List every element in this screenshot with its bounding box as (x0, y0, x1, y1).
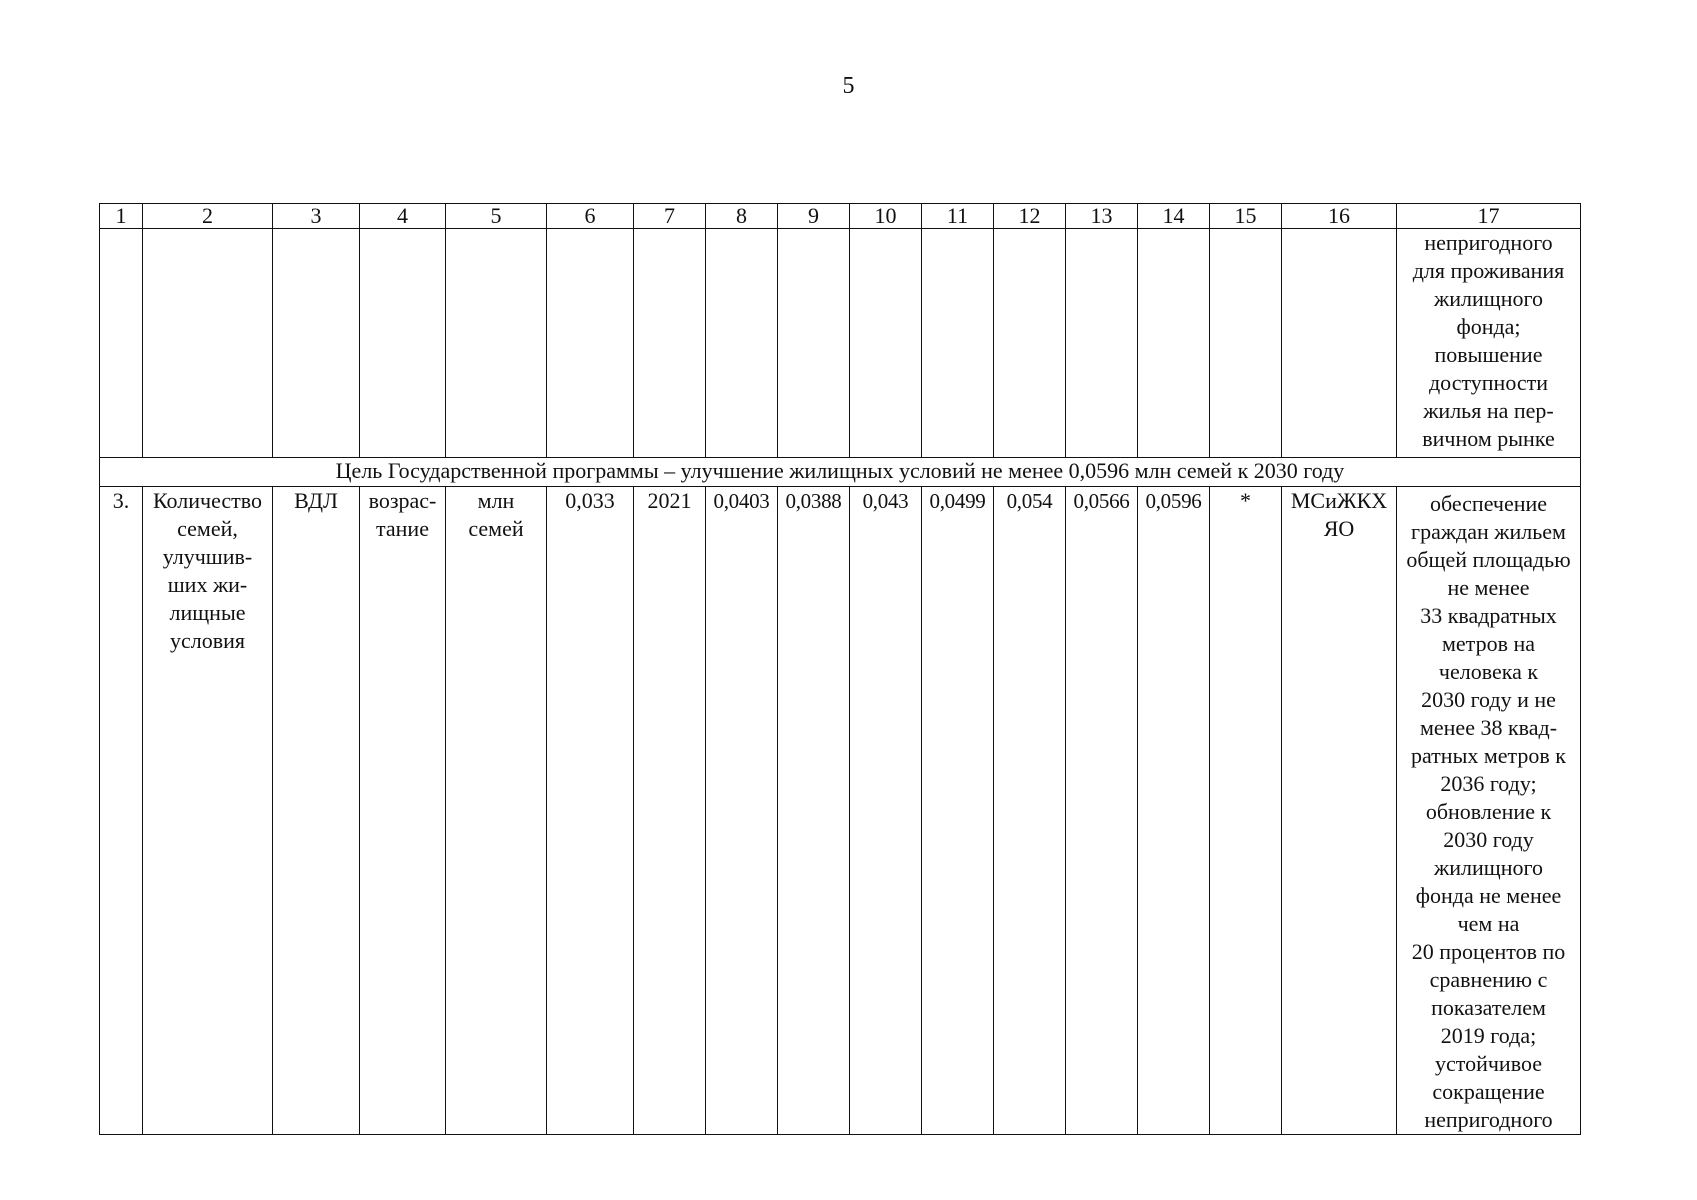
column-number: 12 (994, 204, 1066, 229)
column-number: 17 (1397, 204, 1581, 229)
table-cell (634, 229, 706, 458)
text-line: непригодного (1424, 230, 1553, 255)
column-number: 2 (143, 204, 273, 229)
column-number-row (100, 204, 1581, 229)
column-number: 4 (360, 204, 446, 229)
text-line: ших жи- (167, 572, 248, 597)
text-line: граждан жильем (1411, 519, 1566, 544)
page-number: 5 (842, 73, 855, 99)
value-col-8: 0,0403 (706, 487, 778, 1135)
text-line: обновление к (1425, 799, 1552, 824)
text-line: устойчивое (1435, 1051, 1542, 1076)
value-col-14: 0,0596 (1138, 487, 1210, 1135)
table-cell (446, 229, 547, 458)
text-line: улучшив- (162, 544, 253, 569)
text-line: жилищного (1434, 855, 1543, 880)
table-cell (778, 229, 850, 458)
text-line: не менее (1447, 575, 1530, 600)
text-line: менее 38 квад- (1419, 715, 1558, 740)
value-col-10: 0,043 (850, 487, 922, 1135)
indicator-type: ВДЛ (273, 487, 360, 1135)
value-col-12: 0,054 (994, 487, 1066, 1135)
text-line: семей (468, 516, 524, 541)
unit-of-measure (446, 487, 547, 1135)
text-line: лищные (169, 600, 246, 625)
text-line: возрас- (368, 488, 437, 513)
text-line: обеспечение (1429, 491, 1548, 516)
indicator-trend (360, 487, 446, 1135)
column-number: 9 (778, 204, 850, 229)
text-line: непригодного (1424, 1107, 1553, 1132)
text-line: метров на (1442, 631, 1535, 656)
text-line: 2019 года; (1440, 1023, 1537, 1048)
text-line: 20 процентов по (1411, 939, 1566, 964)
value-col-9: 0,0388 (778, 487, 850, 1135)
text-line: тание (376, 516, 429, 541)
table-cell (100, 229, 143, 458)
table-cell (994, 229, 1066, 458)
text-line: 2036 году; (1440, 771, 1537, 796)
expected-results (1397, 487, 1581, 1135)
text-line: ратных метров к (1410, 743, 1566, 768)
column-number: 8 (706, 204, 778, 229)
program-goal: Цель Государственной программы – улучшение жилищных условий не менее 0,0596 млн семей к 2030 году (100, 458, 1581, 487)
column-number: 3 (273, 204, 360, 229)
column-number: 5 (446, 204, 547, 229)
base-value: 0,033 (547, 487, 634, 1135)
column-number: 1 (100, 204, 143, 229)
table-cell (360, 229, 446, 458)
column-number: 11 (922, 204, 994, 229)
indicators-table (99, 203, 1581, 1135)
text-line: МСиЖКХ (1290, 488, 1388, 513)
column-number: 10 (850, 204, 922, 229)
text-line: доступности (1428, 370, 1549, 395)
text-line: повышение (1434, 342, 1543, 367)
column-number: 6 (547, 204, 634, 229)
text-line: ЯО (1323, 516, 1355, 541)
text-line: человека к (1438, 659, 1539, 684)
column-number: 15 (1210, 204, 1282, 229)
row-number: 3. (100, 487, 143, 1135)
table-cell (1066, 229, 1138, 458)
text-line: вичном рынке (1422, 426, 1555, 451)
text-line: показателем (1431, 995, 1546, 1020)
text-line: 33 квадратных (1420, 603, 1557, 628)
indicator-name (143, 487, 273, 1135)
table-cell (1210, 229, 1282, 458)
text-line: чем на (1457, 911, 1520, 936)
table-cell (706, 229, 778, 458)
text-line: семей, (177, 516, 238, 541)
text-line: 2030 году и не (1421, 687, 1556, 712)
text-line: 2030 году (1443, 827, 1534, 852)
table-cell (273, 229, 360, 458)
table-cell (143, 229, 273, 458)
value-col-11: 0,0499 (922, 487, 994, 1135)
column-number: 7 (634, 204, 706, 229)
column-number: 14 (1138, 204, 1210, 229)
table-cell (1282, 229, 1397, 458)
table-cell (1138, 229, 1210, 458)
expected-results-continued (1397, 229, 1581, 458)
base-year: 2021 (634, 487, 706, 1135)
column-number: 13 (1066, 204, 1138, 229)
table-row (100, 487, 1581, 1135)
responsible-body (1282, 487, 1397, 1135)
value-col-13: 0,0566 (1066, 487, 1138, 1135)
text-line: фонда не менее (1415, 883, 1562, 908)
text-line: сравнению с (1429, 967, 1548, 992)
text-line: млн (477, 488, 515, 513)
table-cell (850, 229, 922, 458)
continuation-row (100, 229, 1581, 458)
table-cell (922, 229, 994, 458)
column-number: 16 (1282, 204, 1397, 229)
text-line: сокращение (1432, 1079, 1545, 1104)
text-line: для проживания (1412, 258, 1565, 283)
goal-row (100, 458, 1581, 487)
text-line: Количество (152, 488, 263, 513)
text-line: фонда; (1456, 314, 1521, 339)
text-line: условия (169, 628, 246, 653)
text-line: общей площадью (1406, 547, 1571, 572)
table-cell (547, 229, 634, 458)
value-col-15: * (1210, 487, 1282, 1135)
text-line: жилья на пер- (1423, 398, 1554, 423)
text-line: жилищного (1434, 286, 1543, 311)
